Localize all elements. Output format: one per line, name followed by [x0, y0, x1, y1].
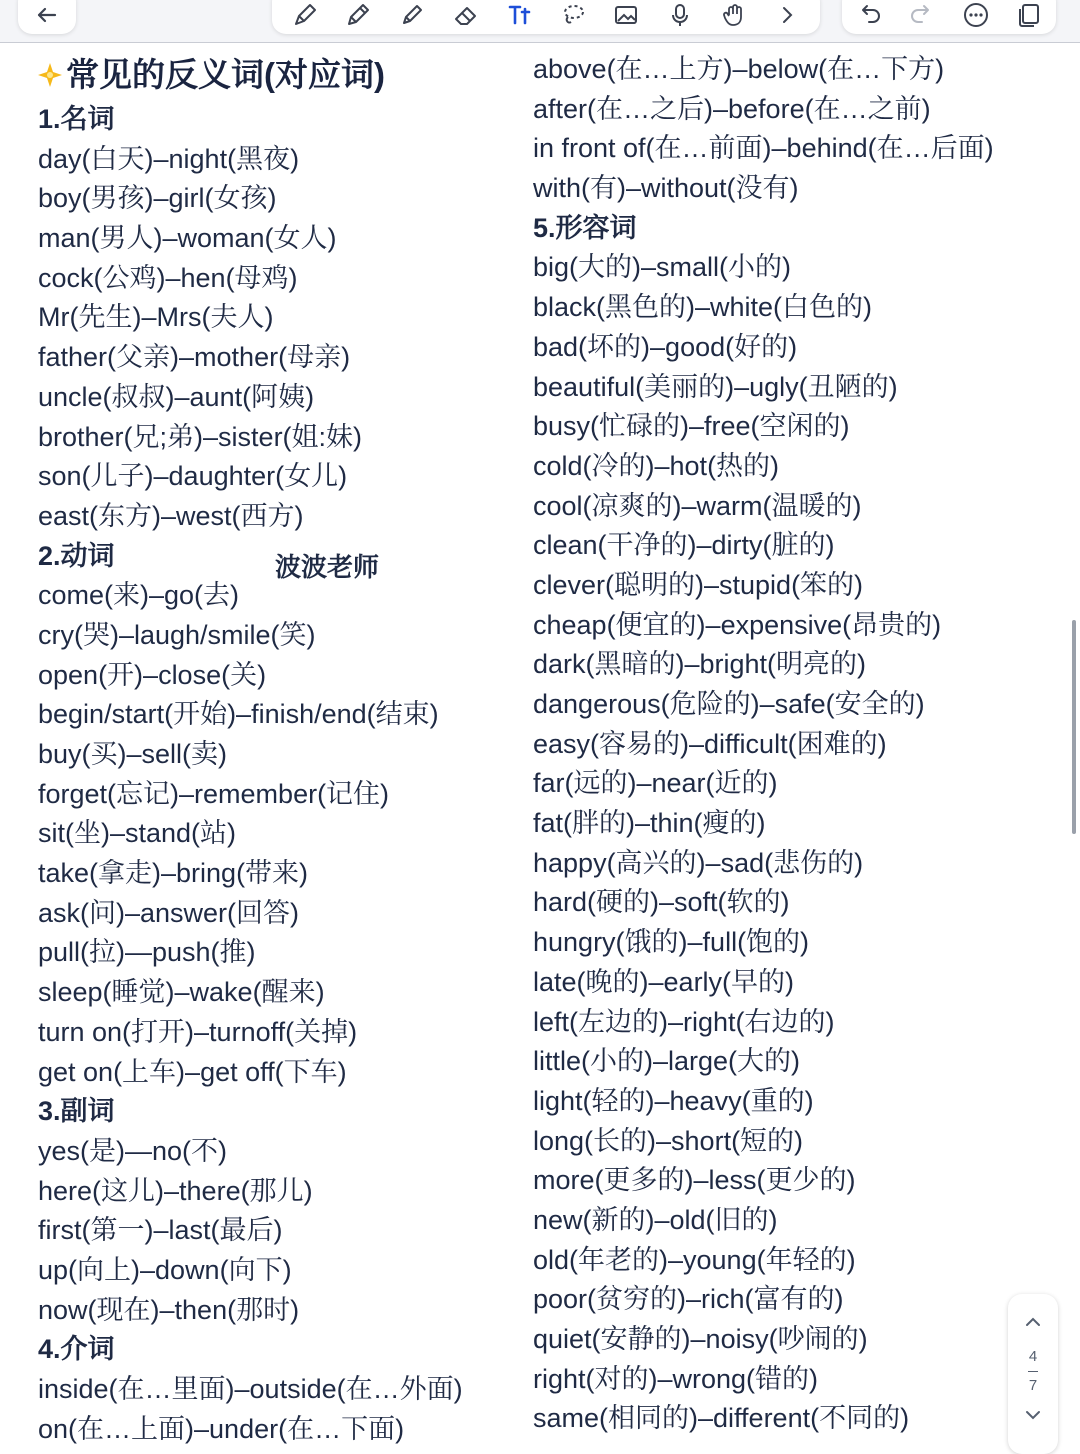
antonym-pair: poor(贫穷的)–rich(富有的) — [533, 1284, 844, 1315]
antonym-pair: new(新的)–old(旧的) — [533, 1204, 778, 1235]
page-title — [36, 50, 518, 100]
antonym-pair: yes(是)—no(不) — [38, 1135, 228, 1166]
antonym-pair: busy(忙碌的)–free(空闲的) — [533, 411, 850, 442]
antonym-pair: forget(忘记)–remember(记住) — [38, 778, 390, 809]
antonym-pair: dark(黑暗的)–bright(明亮的) — [533, 649, 867, 680]
more-options-icon[interactable] — [958, 0, 994, 33]
title-text: 常见的反义词(对应词) — [66, 56, 385, 93]
actions-pill — [842, 0, 1056, 34]
antonym-pair: hungry(饿的)–full(饱的) — [533, 927, 810, 958]
antonym-pair: in front of(在…前面)–behind(在…后面) — [533, 133, 994, 164]
antonym-pair: late(晚的)–early(早的) — [533, 966, 795, 997]
back-arrow-icon[interactable] — [29, 0, 65, 33]
antonym-pair: after(在…之后)–before(在…之前) — [533, 93, 931, 124]
pen-icon[interactable] — [287, 0, 323, 33]
antonym-pair: east(东方)–west(西方) — [38, 500, 304, 531]
antonym-pair: long(长的)–short(短的) — [533, 1125, 804, 1156]
watermark-text: 波波老师 — [275, 552, 380, 582]
antonym-pair: right(对的)–wrong(错的) — [533, 1363, 819, 1394]
antonym-pair: pull(拉)—push(推) — [38, 937, 256, 968]
total-page-number: 7 — [1028, 1377, 1038, 1394]
antonym-pair: far(远的)–near(近的) — [533, 768, 778, 799]
antonym-pair: buy(买)–sell(卖) — [38, 739, 228, 769]
section-heading: 2.动词 — [38, 540, 115, 571]
back-pill — [18, 0, 76, 34]
antonym-pair: inside(在…里面)–outside(在…外面) — [38, 1374, 463, 1404]
right-column — [533, 50, 1053, 1439]
undo-icon[interactable] — [851, 0, 887, 33]
antonym-pair: brother(兄;弟)–sister(姐:妹) — [38, 421, 363, 452]
page-down-chevron-icon[interactable] — [1021, 1403, 1045, 1427]
antonym-pair: hard(硬的)–soft(软的) — [533, 887, 790, 918]
antonym-pair: uncle(叔叔)–aunt(阿姨) — [38, 381, 315, 412]
antonym-pair: cry(哭)–laugh/smile(笑) — [38, 619, 316, 650]
antonym-pair: little(小的)–large(大的) — [533, 1046, 801, 1077]
antonym-pair: beautiful(美丽的)–ugly(丑陋的) — [533, 371, 898, 402]
page-up-chevron-icon[interactable] — [1021, 1310, 1045, 1334]
antonym-pair: same(相同的)–different(不同的) — [533, 1403, 910, 1434]
vertical-scrollbar[interactable] — [1072, 620, 1076, 834]
current-page-number: 4 — [1028, 1348, 1038, 1365]
antonym-pair: with(有)–without(没有) — [533, 173, 799, 204]
section-heading: 5.形容词 — [533, 212, 637, 243]
microphone-icon[interactable] — [662, 0, 698, 33]
antonym-pair: old(年老的)–young(年轻的) — [533, 1244, 856, 1275]
antonym-pair: turn on(打开)–turnoff(关掉) — [38, 1016, 358, 1047]
antonym-pair: fat(胖的)–thin(瘦的) — [533, 808, 766, 839]
left-word-list — [38, 100, 518, 1449]
antonym-pair: son(儿子)–daughter(女儿) — [38, 461, 348, 492]
antonym-pair: first(第一)–last(最后) — [38, 1215, 283, 1246]
antonym-pair: begin/start(开始)–finish/end(结束) — [38, 699, 439, 730]
antonym-pair: cock(公鸡)–hen(母鸡) — [38, 262, 298, 293]
antonym-pair: clever(聪明的)–stupid(笨的) — [533, 569, 864, 600]
antonym-pair: man(男人)–woman(女人) — [38, 223, 337, 254]
antonym-pair: cool(凉爽的)–warm(温暖的) — [533, 490, 862, 521]
antonym-pair: above(在…上方)–below(在…下方) — [533, 54, 945, 84]
antonym-pair: here(这儿)–there(那儿) — [38, 1175, 313, 1206]
redo-icon[interactable] — [904, 0, 940, 33]
more-tools-chevron-icon[interactable] — [769, 0, 805, 33]
lasso-icon[interactable] — [555, 0, 591, 33]
antonym-pair: cold(冷的)–hot(热的) — [533, 450, 780, 481]
antonym-pair: quiet(安静的)–noisy(吵闹的) — [533, 1324, 868, 1354]
antonym-pair: sleep(睡觉)–wake(醒来) — [38, 977, 325, 1008]
pages-icon[interactable] — [1011, 0, 1047, 33]
section-heading: 3.副词 — [38, 1096, 115, 1127]
antonym-pair: take(拿走)–bring(带来) — [38, 858, 309, 889]
antonym-pair: now(现在)–then(那时) — [38, 1294, 300, 1325]
antonym-pair: open(开)–close(关) — [38, 659, 267, 690]
antonym-pair: on(在…上面)–under(在…下面) — [38, 1413, 405, 1444]
right-word-list — [533, 50, 1053, 1439]
eraser-icon[interactable] — [448, 0, 484, 33]
antonym-pair: black(黑色的)–white(白色的) — [533, 292, 873, 323]
antonym-pair: cheap(便宜的)–expensive(昂贵的) — [533, 609, 942, 640]
antonym-pair: sit(坐)–stand(站) — [38, 818, 237, 849]
antonym-pair: light(轻的)–heavy(重的) — [533, 1085, 814, 1116]
image-icon[interactable] — [608, 0, 644, 33]
antonym-pair: easy(容易的)–difficult(困难的) — [533, 728, 887, 759]
page-navigator — [1008, 1294, 1058, 1454]
antonym-pair: come(来)–go(去) — [38, 580, 240, 611]
section-heading: 1.名词 — [38, 104, 115, 134]
hand-icon[interactable] — [716, 0, 752, 33]
antonym-pair: father(父亲)–mother(母亲) — [38, 342, 351, 373]
text-tool-icon[interactable] — [501, 0, 537, 33]
antonym-pair: Mr(先生)–Mrs(夫人) — [38, 302, 274, 333]
antonym-pair: big(大的)–small(小的) — [533, 252, 792, 283]
top-toolbar — [0, 0, 1080, 43]
antonym-pair: dangerous(危险的)–safe(安全的) — [533, 689, 925, 719]
antonym-pair: boy(男孩)–girl(女孩) — [38, 183, 277, 214]
antonym-pair: left(左边的)–right(右边的) — [533, 1006, 835, 1037]
page-separator — [1028, 1371, 1038, 1372]
antonym-pair: bad(坏的)–good(好的) — [533, 331, 798, 362]
sparkle-icon — [36, 61, 64, 89]
left-column — [38, 50, 518, 1449]
antonym-pair: get on(上车)–get off(下车) — [38, 1056, 347, 1087]
antonym-pair: more(更多的)–less(更少的) — [533, 1165, 856, 1196]
highlighter-icon[interactable] — [394, 0, 430, 33]
antonym-pair: ask(问)–answer(回答) — [38, 897, 300, 928]
antonym-pair: up(向上)–down(向下) — [38, 1254, 292, 1285]
antonym-pair: clean(干净的)–dirty(脏的) — [533, 530, 835, 561]
section-heading: 4.介词 — [38, 1334, 115, 1365]
antonym-pair: day(白天)–night(黑夜) — [38, 143, 300, 174]
marker-icon[interactable] — [340, 0, 376, 33]
tools-pill — [272, 0, 820, 34]
antonym-pair: happy(高兴的)–sad(悲伤的) — [533, 847, 864, 878]
